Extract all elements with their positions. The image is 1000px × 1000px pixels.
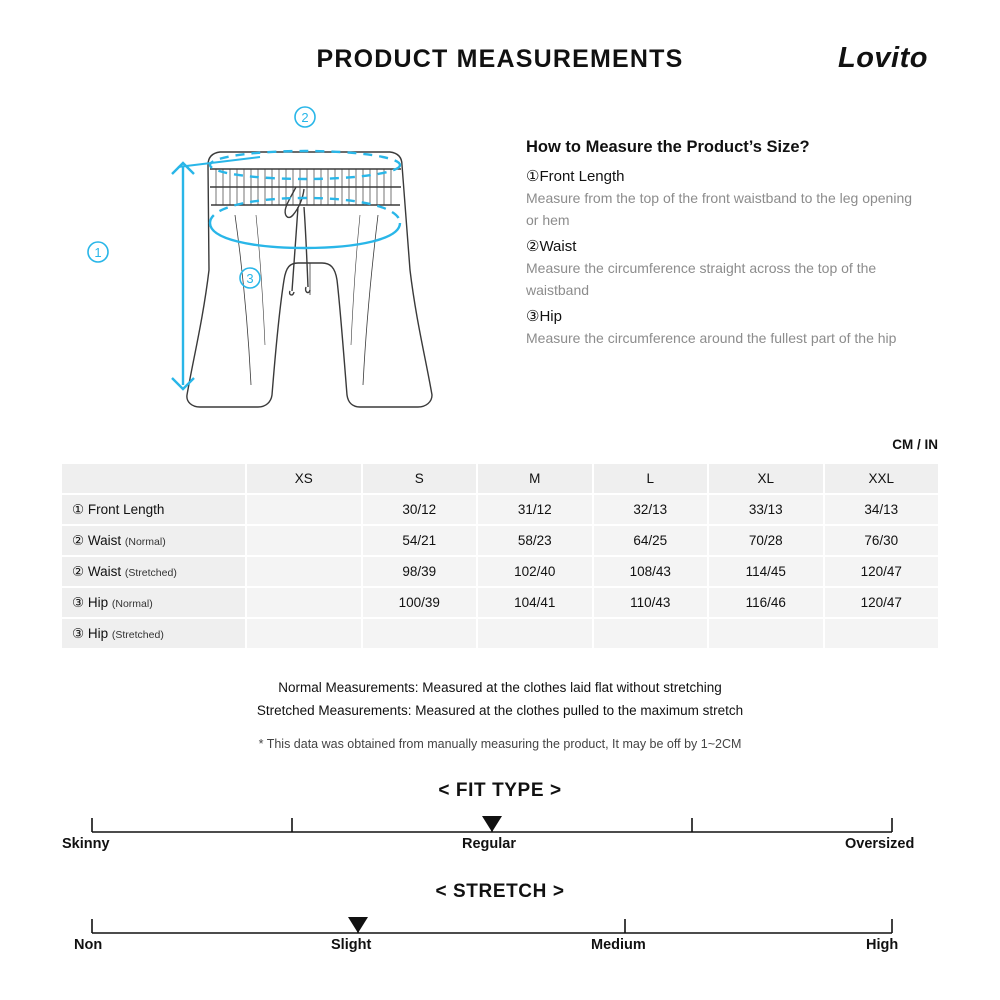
table-row [61, 587, 939, 618]
table-col-xxl: XXL [824, 463, 940, 494]
table-col-m: M [477, 463, 593, 494]
stretch-labels [0, 937, 1000, 959]
table-col-l: L [593, 463, 709, 494]
table-row [61, 525, 939, 556]
row-label-sub: (Stretched) [124, 566, 177, 579]
note-stretched: Stretched Measurements: Measured at the clothes pulled to the maximum stretch [256, 703, 744, 719]
note-normal: Normal Measurements: Measured at the clothes laid flat without stretching [278, 680, 722, 695]
cell-waist-normal-m: 58/23 [477, 525, 593, 556]
stretch-marker [348, 917, 368, 933]
cell-hip-stretched-m [477, 618, 593, 649]
row-label-hip-normal [61, 587, 246, 618]
measure-item-2-desc: Measure the circumference straight across the top of the waistband [526, 260, 877, 299]
cell-waist-stretched-xxl: 120/47 [824, 556, 940, 587]
how-to-measure-section [526, 138, 926, 350]
brand-logo: Lovito [838, 42, 928, 74]
fit-type-marker [482, 816, 502, 832]
cell-waist-normal-l: 64/25 [593, 525, 709, 556]
row-label-waist-stretched [61, 556, 246, 587]
size-table [60, 462, 940, 650]
cell-hip-normal-xs [246, 587, 362, 618]
cell-waist-normal-xs [246, 525, 362, 556]
cell-hip-stretched-xs [246, 618, 362, 649]
cell-front-length-xxl: 34/13 [824, 494, 940, 525]
page-title: PRODUCT MEASUREMENTS [316, 45, 684, 73]
table-row [61, 494, 939, 525]
stretch-section [0, 881, 1000, 959]
callout-2-label: 2 [301, 110, 309, 125]
table-col-xs: XS [246, 463, 362, 494]
measurement-notes [0, 676, 1000, 751]
table-corner-cell [61, 463, 246, 494]
how-to-measure-heading: How to Measure the Product’s Size? [526, 138, 810, 156]
cell-front-length-xl: 33/13 [708, 494, 824, 525]
stretch-label-medium: Medium [591, 937, 646, 953]
measure-item-3-desc: Measure the circumference around the fullest part of the hip [526, 330, 897, 347]
cell-hip-normal-xl: 116/46 [708, 587, 824, 618]
cell-waist-normal-xl: 70/28 [708, 525, 824, 556]
callout-3-label: 3 [246, 271, 254, 286]
row-label-front-length [61, 494, 246, 525]
cell-waist-stretched-l: 108/43 [593, 556, 709, 587]
cell-waist-normal-s: 54/21 [362, 525, 478, 556]
measure-item-3-title: ③Hip [526, 308, 562, 326]
measure-item-1-desc: Measure from the top of the front waistband to the leg opening or hem [526, 190, 913, 229]
note-disclaimer: * This data was obtained from manually measuring the product, It may be off by 1~2CM [258, 737, 742, 752]
cell-hip-stretched-xxl [824, 618, 940, 649]
stretch-label-slight: Slight [331, 937, 372, 953]
table-row [61, 556, 939, 587]
table-header-row [61, 463, 939, 494]
table-col-xl: XL [708, 463, 824, 494]
cell-waist-stretched-m: 102/40 [477, 556, 593, 587]
row-label-text: ② Waist [72, 532, 122, 548]
size-table-wrapper [60, 462, 940, 650]
fit-label-oversized: Oversized [845, 836, 915, 852]
row-label-waist-normal [61, 525, 246, 556]
fit-type-title: < FIT TYPE > [438, 780, 562, 801]
callout-1-label: 1 [94, 245, 102, 260]
cell-hip-normal-xxl: 120/47 [824, 587, 940, 618]
stretch-title: < STRETCH > [435, 881, 565, 902]
table-row [61, 618, 939, 649]
row-label-text: ③ Hip [72, 625, 109, 641]
cell-waist-stretched-xl: 114/45 [708, 556, 824, 587]
fit-label-regular: Regular [462, 836, 516, 852]
fit-type-scale [0, 802, 1000, 836]
stretch-label-high: High [866, 937, 899, 953]
units-note: CM / IN [892, 437, 938, 452]
cell-front-length-m: 31/12 [477, 494, 593, 525]
row-label-sub: (Normal) [111, 597, 153, 610]
row-label-text: ① Front Length [72, 501, 165, 517]
row-label-sub: (Stretched) [111, 628, 164, 641]
fit-type-section [0, 780, 1000, 858]
cell-hip-normal-m: 104/41 [477, 587, 593, 618]
cell-front-length-s: 30/12 [362, 494, 478, 525]
measure-item-1-title: ①Front Length [526, 168, 625, 185]
row-label-text: ② Waist [72, 563, 122, 579]
cell-waist-stretched-xs [246, 556, 362, 587]
cell-hip-stretched-s [362, 618, 478, 649]
row-label-sub: (Normal) [124, 535, 166, 548]
cell-hip-stretched-xl [708, 618, 824, 649]
table-col-s: S [362, 463, 478, 494]
product-illustration [60, 95, 500, 425]
fit-label-skinny: Skinny [62, 836, 110, 852]
fit-type-labels [0, 836, 1000, 858]
measure-item-2-title: ②Waist [526, 238, 577, 256]
cell-waist-stretched-s: 98/39 [362, 556, 478, 587]
cell-front-length-xs [246, 494, 362, 525]
row-label-hip-stretched [61, 618, 246, 649]
cell-hip-stretched-l [593, 618, 709, 649]
stretch-label-non: Non [74, 937, 103, 953]
row-label-text: ③ Hip [72, 594, 109, 610]
cell-waist-normal-xxl: 76/30 [824, 525, 940, 556]
stretch-scale [0, 903, 1000, 937]
cell-hip-normal-l: 110/43 [593, 587, 709, 618]
cell-front-length-l: 32/13 [593, 494, 709, 525]
shorts-diagram-svg [60, 95, 500, 425]
cell-hip-normal-s: 100/39 [362, 587, 478, 618]
